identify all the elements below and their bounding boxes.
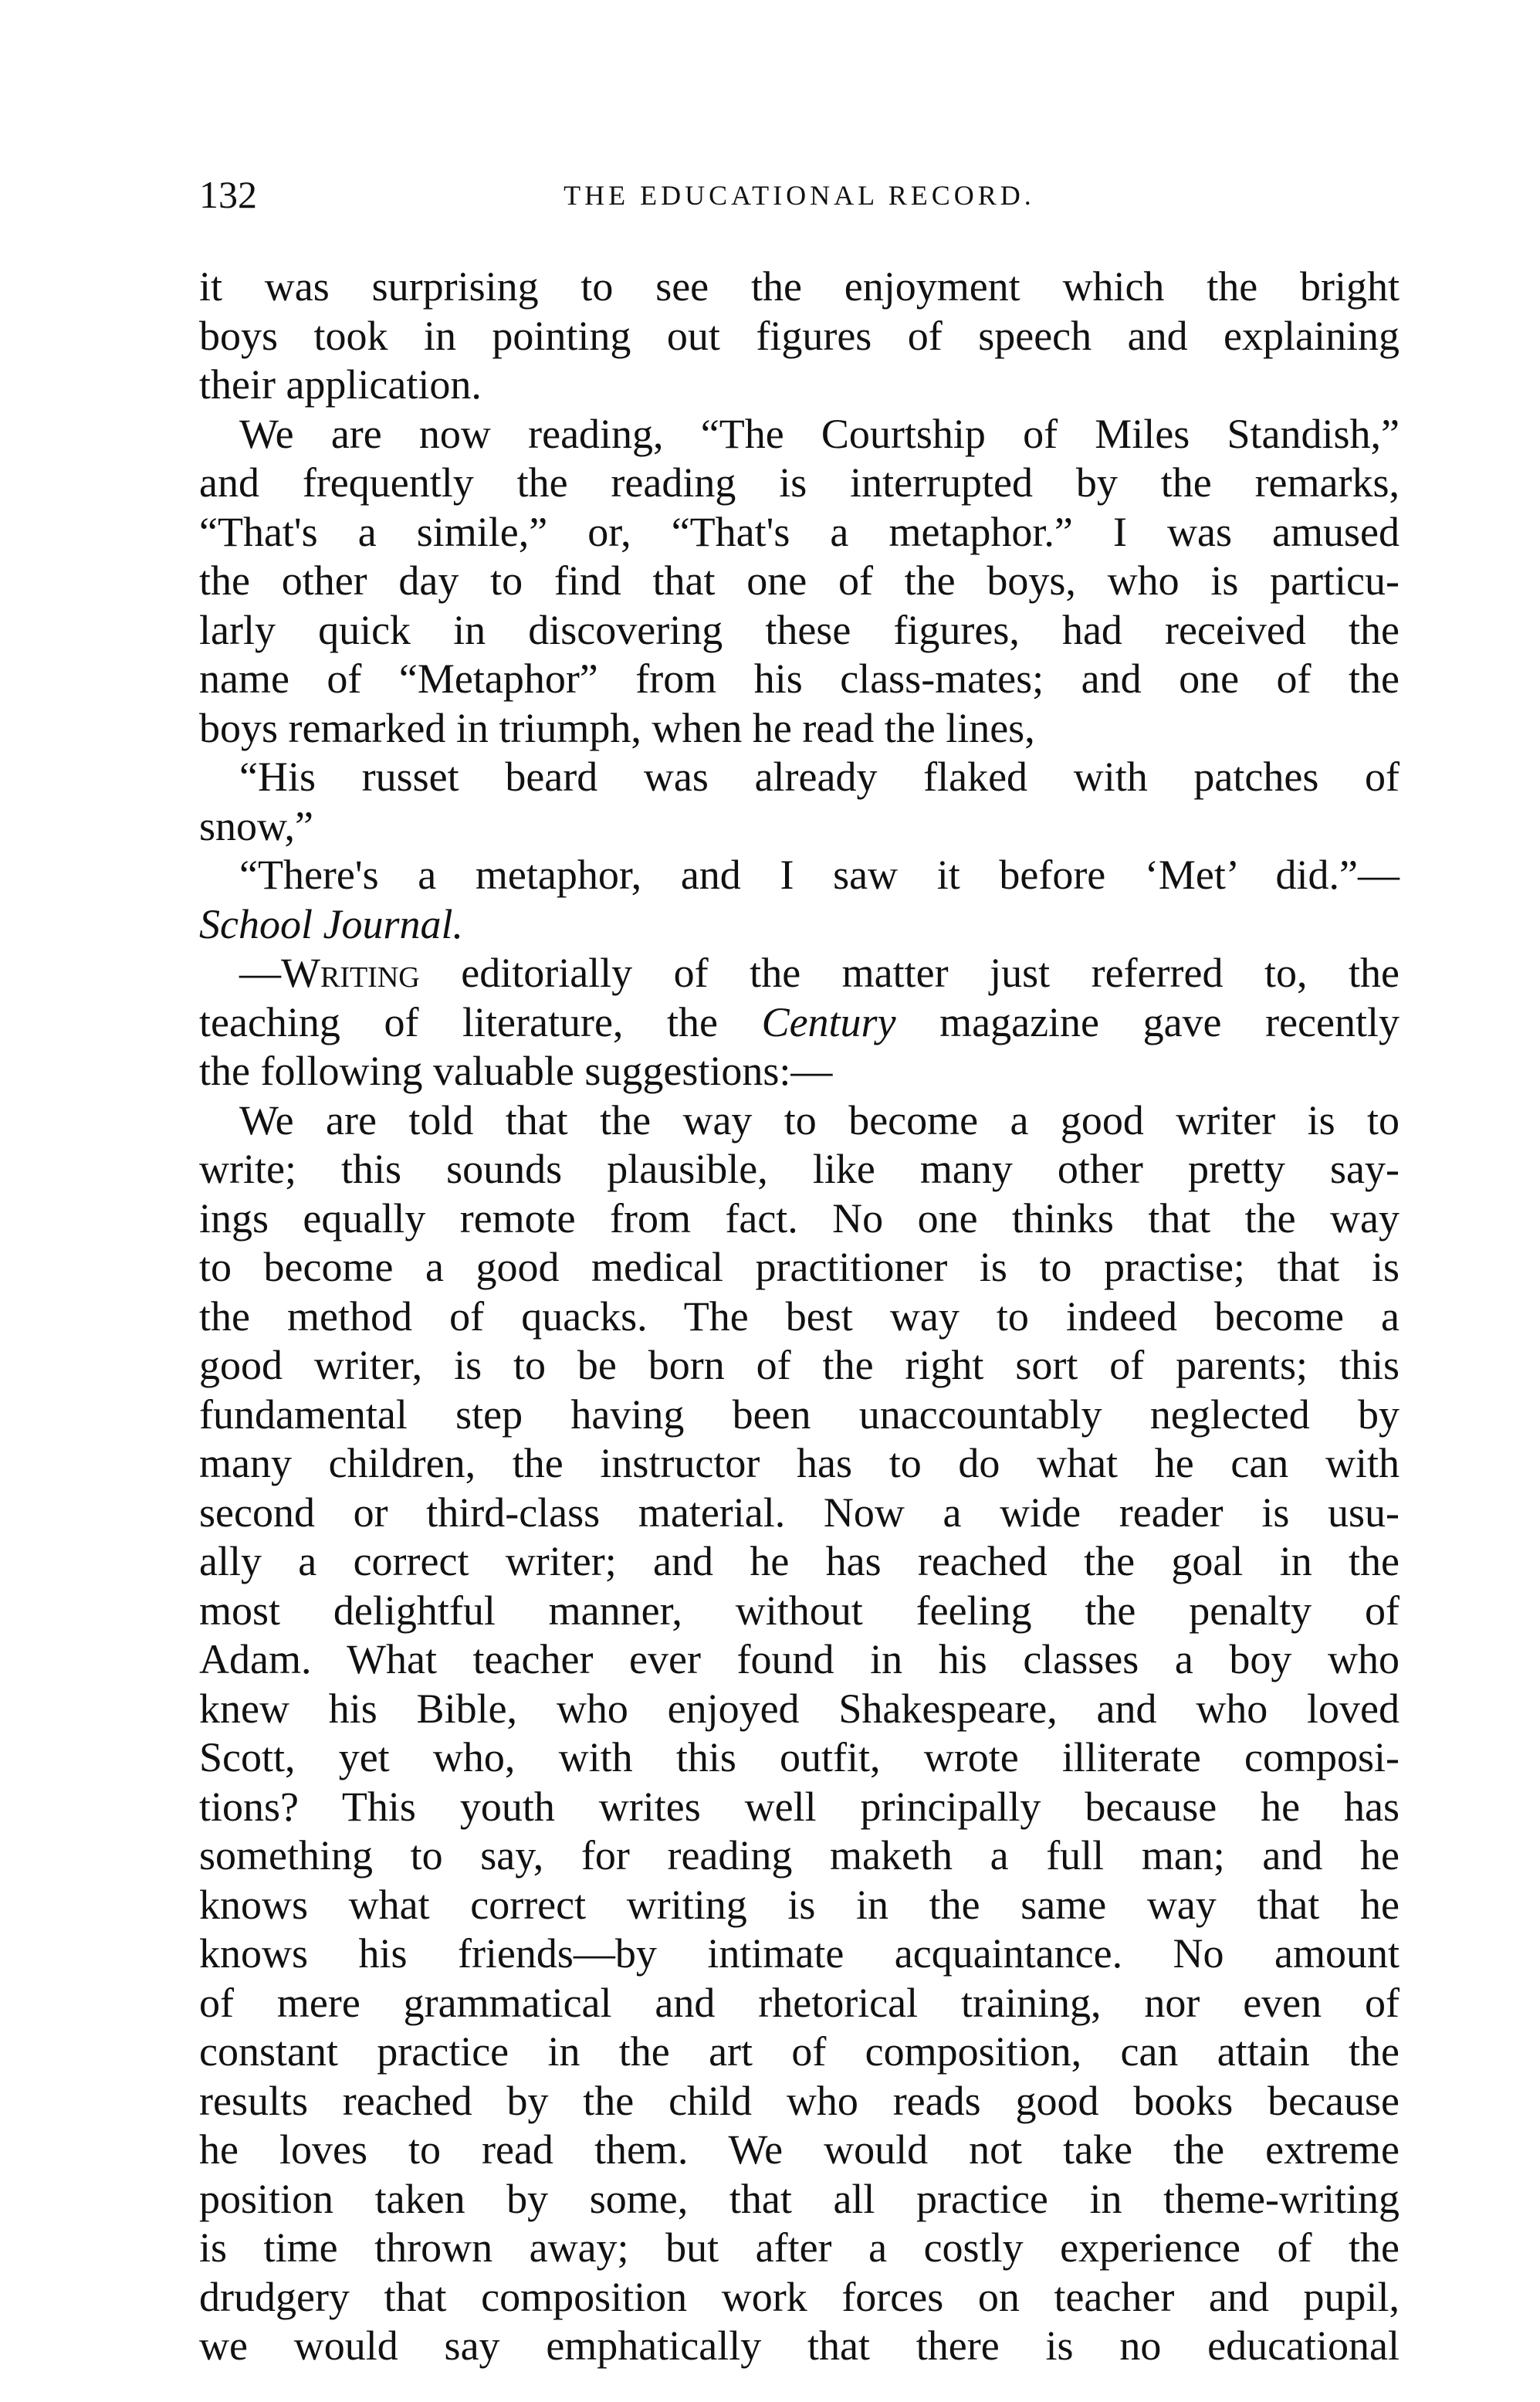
- text-line: knows his friends—by intimate acquaintance. No amount: [199, 1930, 1400, 1977]
- text-line: to become a good medical practitioner is to practise; that is: [199, 1244, 1400, 1290]
- text-line: snow,”: [199, 802, 313, 849]
- text-line: larly quick in discovering these figures, had received the: [199, 606, 1400, 653]
- text-line: boys remarked in triumph, when he read the lines,: [199, 704, 1035, 751]
- text-line: results reached by the child who reads good books because: [199, 2077, 1400, 2124]
- text-line: drudgery that composition work forces on teacher and pupil,: [199, 2273, 1400, 2320]
- text-line: good writer, is to be born of the right sort of parents; this: [199, 1342, 1400, 1388]
- lead-word: Writing: [281, 950, 420, 996]
- text-line: “There's a metaphor, and I saw it before ‘Met’ did.”—: [239, 852, 1400, 898]
- text-line: boys took in pointing out figures of speech and explaining: [199, 312, 1400, 359]
- page-number: 132: [199, 173, 257, 216]
- text-line: position taken by some, that all practice in theme-writing: [199, 2175, 1400, 2222]
- text-line: Adam. What teacher ever found in his classes a boy who: [199, 1636, 1400, 1682]
- text-line: and frequently the reading is interrupted by the remarks,: [199, 459, 1400, 506]
- text-line: knows what correct writing is in the same way that he: [199, 1881, 1400, 1928]
- text-line: name of “Metaphor” from his class-mates; and one of the: [199, 656, 1400, 702]
- text-line: is time thrown away; but after a costly experience of the: [199, 2224, 1400, 2271]
- line-part: teaching of literature, the: [199, 998, 762, 1045]
- text-line: it was surprising to see the enjoyment which the bright: [199, 263, 1400, 310]
- text-line: fundamental step having been unaccountably neglected by: [199, 1391, 1400, 1438]
- text-line: ally a correct writer; and he has reached the goal in the: [199, 1538, 1400, 1584]
- text-line: many children, the instructor has to do what he can with: [199, 1440, 1400, 1486]
- text-line: constant practice in the art of composition, can attain the: [199, 2028, 1400, 2075]
- text-line: the other day to find that one of the boys, who is particu-: [199, 557, 1400, 604]
- line-part: magazine gave recently: [895, 998, 1400, 1045]
- article-body: [199, 263, 1400, 2371]
- source-attribution: School Journal.: [199, 900, 463, 947]
- text-line: something to say, for reading maketh a full man; and he: [199, 1832, 1400, 1879]
- text-line: he loves to read them. We would not take the extreme: [199, 2126, 1400, 2173]
- text-line: We are told that the way to become a good writer is to: [239, 1096, 1400, 1143]
- text-line: Scott, yet who, with this outfit, wrote illiterate composi-: [199, 1734, 1400, 1780]
- text-line: the following valuable suggestions:—: [199, 1048, 833, 1094]
- text-line: “That's a simile,” or, “That's a metaphor.” I was amused: [199, 508, 1400, 555]
- text-line: second or third-class material. Now a wide reader is usu-: [199, 1489, 1400, 1536]
- text-line: “His russet beard was already flaked with patches of: [239, 754, 1400, 800]
- text-line: most delightful manner, without feeling the penalty of: [199, 1587, 1400, 1634]
- text-line: their application.: [199, 361, 482, 408]
- em-dash: —: [239, 950, 281, 996]
- text-line: of mere grammatical and rhetorical training, nor even of: [199, 1979, 1400, 2026]
- text-line: write; this sounds plausible, like many other pretty say-: [199, 1146, 1400, 1192]
- text-line: [199, 949, 1400, 998]
- text-line: the method of quacks. The best way to indeed become a: [199, 1292, 1400, 1340]
- text-line: We are now reading, “The Courtship of Miles Standish,”: [239, 410, 1400, 457]
- text-line: knew his Bible, who enjoyed Shakespeare, and who loved: [199, 1685, 1400, 1732]
- line-rest: editorially of the matter just referred to, the: [419, 950, 1400, 996]
- text-line: we would say emphatically that there is no educational: [199, 2322, 1400, 2369]
- running-head: [199, 171, 1400, 218]
- text-line: [199, 998, 1400, 1048]
- magazine-name: Century: [761, 998, 896, 1045]
- text-line: tions? This youth writes well principally because he has: [199, 1783, 1400, 1830]
- journal-title: THE EDUCATIONAL RECORD.: [564, 180, 1035, 211]
- text-line: ings equally remote from fact. No one thinks that the way: [199, 1194, 1400, 1242]
